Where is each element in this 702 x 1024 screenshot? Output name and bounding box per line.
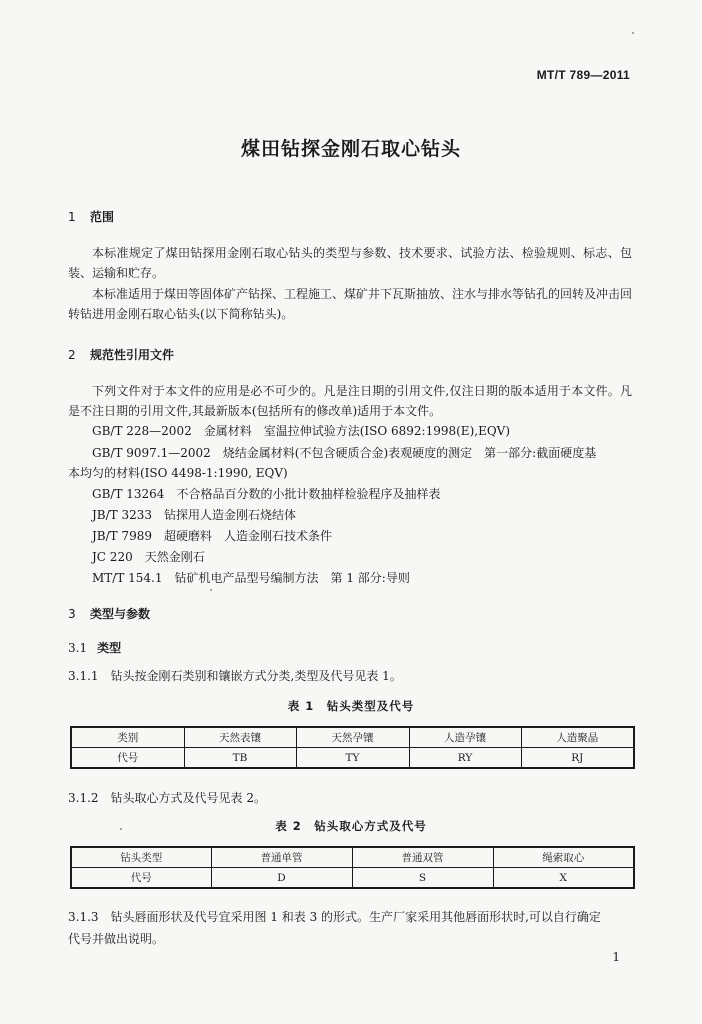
table-cell: 人造孕镶 — [409, 727, 521, 748]
scan-speck — [632, 32, 634, 34]
table-row — [71, 727, 634, 748]
table-cell: S — [352, 868, 493, 889]
table-cell: X — [493, 868, 634, 889]
section-1-paragraph-2: 本标准适用于煤田等固体矿产钻探、工程施工、煤矿井下瓦斯抽放、注水与排水等钻孔的回转及冲击回转钻进用金刚石取心钻头(以下简称钻头)。 — [68, 287, 633, 321]
table-cell: RJ — [521, 748, 634, 769]
subsection-title: 类型 — [97, 641, 122, 655]
table-cell: 人造聚晶 — [521, 727, 634, 748]
table-row — [71, 847, 634, 868]
standard-code: MT/T 789—2011 — [536, 68, 630, 82]
scan-speck — [120, 828, 122, 830]
reference-item: JB/T 3233 钻探用人造金刚石烧结体 — [92, 508, 297, 522]
section-3-heading — [68, 605, 150, 622]
subsection-number: 3.1 — [68, 641, 88, 655]
table-row — [71, 868, 634, 889]
table-cell: 普通单管 — [211, 847, 352, 868]
table-row — [71, 748, 634, 769]
reference-item: GB/T 228—2002 金属材料 室温拉伸试验方法(ISO 6892:1998(E),EQV) — [92, 424, 511, 438]
reference-item: JB/T 7989 超硬磨料 人造金刚石技术条件 — [92, 529, 333, 543]
section-1-heading — [68, 208, 114, 225]
table-cell: 天然孕镶 — [296, 727, 409, 748]
table-cell: 普通双管 — [352, 847, 493, 868]
clause-3-1-3: 3.1.3 钻头唇面形状及代号宜采用图 1 和表 3 的形式。生产厂家采用其他唇面形状时,可以自行确定 — [68, 910, 601, 924]
table-2-caption: 表 2 钻头取心方式及代号 — [275, 819, 427, 833]
table-1-caption: 表 1 钻头类型及代号 — [287, 699, 415, 713]
section-2-intro: 下列文件对于本文件的应用是必不可少的。凡是注日期的引用文件,仅注日期的版本适用于本文件。凡是不注日期的引用文件,其最新版本(包括所有的修改单)适用于本文件。 — [68, 384, 632, 418]
table-2 — [70, 846, 635, 889]
section-title: 类型与参数 — [90, 607, 151, 621]
table-cell: 天然表镶 — [184, 727, 296, 748]
reference-item: GB/T 9097.1—2002 烧结金属材料(不包含硬质合金)表观硬度的测定 第一部分:截面硬度基 — [92, 446, 597, 460]
reference-item: JC 220 天然金刚石 — [92, 550, 205, 564]
table-cell: 类别 — [71, 727, 184, 748]
section-number: 2 — [68, 348, 76, 362]
clause-3-1-1: 3.1.1 钻头按金刚石类别和镶嵌方式分类,类型及代号见表 1。 — [68, 669, 402, 683]
section-title: 范围 — [90, 210, 115, 224]
table-cell: D — [211, 868, 352, 889]
reference-item: MT/T 154.1 钻矿机电产品型号编制方法 第 1 部分:导则 — [92, 571, 410, 585]
table-cell: TY — [296, 748, 409, 769]
section-number: 1 — [68, 210, 76, 224]
table-1 — [70, 726, 635, 769]
table-cell: 代号 — [71, 748, 184, 769]
table-cell: 绳索取心 — [493, 847, 634, 868]
table-cell: 钻头类型 — [71, 847, 211, 868]
section-1-paragraph-1: 本标准规定了煤田钻探用金刚石取心钻头的类型与参数、技术要求、试验方法、检验规则、标志、包装、运输和贮存。 — [68, 246, 632, 280]
section-2-heading — [68, 346, 174, 363]
reference-item-continued: 本均匀的材料(ISO 4498-1:1990, EQV) — [68, 466, 288, 480]
subsection-3-1-heading — [68, 639, 121, 656]
table-cell: RY — [409, 748, 521, 769]
clause-3-1-3-continued: 代号并做出说明。 — [68, 932, 165, 946]
scan-speck — [210, 589, 212, 591]
document-title: 煤田钻探金刚石取心钻头 — [240, 138, 461, 160]
clause-3-1-2: 3.1.2 钻头取心方式及代号见表 2。 — [68, 791, 266, 805]
section-title: 规范性引用文件 — [90, 348, 175, 362]
page-number: 1 — [612, 950, 620, 964]
table-cell: 代号 — [71, 868, 211, 889]
reference-item: GB/T 13264 不合格品百分数的小批计数抽样检验程序及抽样表 — [92, 487, 441, 501]
section-number: 3 — [68, 607, 76, 621]
table-cell: TB — [184, 748, 296, 769]
